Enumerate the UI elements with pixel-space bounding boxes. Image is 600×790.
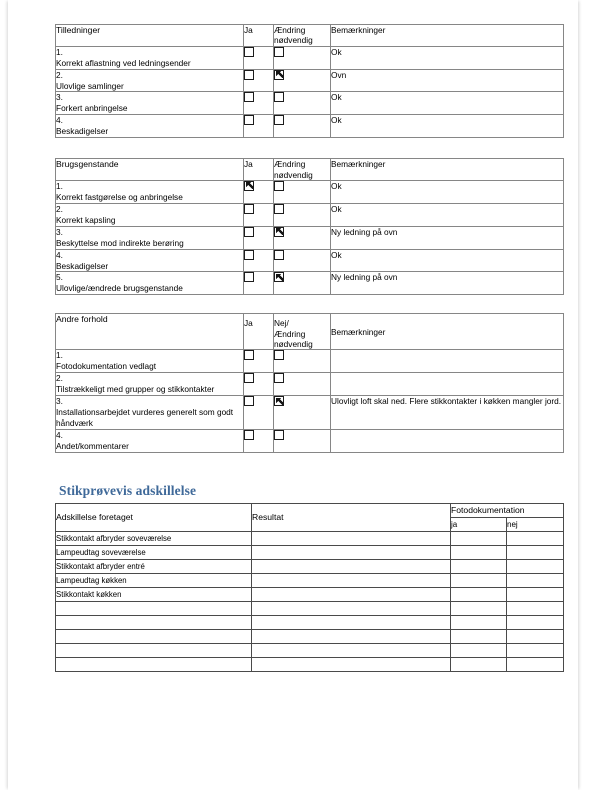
item-label: Installationsarbejdet vurderes generelt som godt håndværk — [56, 407, 234, 429]
photo-yes-cell[interactable] — [451, 573, 507, 587]
remark-cell[interactable]: Ny ledning på ovn — [331, 226, 564, 249]
column-header-photo-documentation: Fotodokumentation — [451, 503, 564, 517]
remark-cell[interactable]: Ny ledning på ovn — [331, 272, 564, 295]
item-number: 2. — [56, 373, 63, 384]
result-cell[interactable] — [252, 657, 451, 671]
checklist-table-andre-forhold — [55, 313, 564, 453]
checkbox-ja[interactable] — [244, 70, 254, 80]
column-header-photo-no: nej — [507, 517, 564, 531]
checkbox-cell-change[interactable] — [274, 180, 331, 203]
item-cell — [56, 226, 244, 249]
table-row — [56, 545, 564, 559]
checkbox-change[interactable] — [274, 70, 284, 80]
checkbox-ja[interactable] — [244, 204, 254, 214]
checkbox-cell-change[interactable] — [274, 350, 331, 373]
change-needed-line1: Ændring — [274, 159, 306, 170]
checkbox-ja[interactable] — [244, 250, 254, 260]
checkbox-change[interactable] — [274, 204, 284, 214]
change-needed-line2: nødvendig — [274, 169, 313, 180]
column-header-ja: Ja — [244, 159, 274, 181]
item-cell — [56, 46, 244, 69]
table-row — [56, 396, 564, 430]
action-cell[interactable]: Lampeudtag soveværelse — [56, 545, 252, 559]
column-header-change-needed — [274, 314, 331, 350]
item-cell — [56, 272, 244, 295]
checkbox-change[interactable] — [274, 92, 284, 102]
result-cell[interactable] — [252, 531, 451, 545]
item-cell — [56, 69, 244, 92]
checkbox-ja[interactable] — [244, 430, 254, 440]
checkbox-cell-change[interactable] — [274, 373, 331, 396]
item-cell — [56, 115, 244, 138]
sample-header-row — [56, 503, 564, 517]
item-cell — [56, 249, 244, 272]
table-row — [56, 350, 564, 373]
result-cell[interactable] — [252, 545, 451, 559]
item-label: Ulovlige samlinger — [56, 80, 124, 91]
action-cell[interactable]: Stikkontakt køkken — [56, 587, 252, 601]
photo-yes-cell[interactable] — [451, 559, 507, 573]
action-cell[interactable] — [56, 629, 252, 643]
checkbox-ja[interactable] — [244, 227, 254, 237]
item-label: Korrekt fastgørelse og anbringelse — [56, 191, 183, 202]
item-label: Beskadigelser — [56, 260, 109, 271]
remark-cell[interactable]: Ok — [331, 180, 564, 203]
item-number: 3. — [56, 92, 63, 103]
table-row — [56, 629, 564, 643]
action-cell[interactable] — [56, 615, 252, 629]
photo-yes-cell[interactable] — [451, 601, 507, 615]
change-needed-line1: Ændring — [274, 25, 306, 35]
table-spacer — [55, 138, 563, 158]
item-cell — [56, 429, 244, 452]
table-row — [56, 203, 564, 226]
table-row — [56, 587, 564, 601]
checkbox-change[interactable] — [274, 350, 284, 360]
remark-cell[interactable]: Ovn — [331, 69, 564, 92]
photo-no-cell[interactable] — [507, 657, 564, 671]
checkbox-change[interactable] — [274, 115, 284, 125]
checkbox-change[interactable] — [274, 373, 284, 383]
checkbox-ja[interactable] — [244, 272, 254, 282]
photo-no-cell[interactable] — [507, 629, 564, 643]
table-row — [56, 92, 564, 115]
photo-yes-cell[interactable] — [451, 657, 507, 671]
table-row — [56, 69, 564, 92]
checkbox-cell-change[interactable] — [274, 115, 331, 138]
checkbox-ja[interactable] — [244, 47, 254, 57]
photo-yes-cell[interactable] — [451, 587, 507, 601]
photo-no-cell[interactable] — [507, 531, 564, 545]
photo-no-cell[interactable] — [507, 545, 564, 559]
item-label: Tilstrækkeligt med grupper og stikkontakter — [56, 384, 215, 395]
result-cell[interactable] — [252, 601, 451, 615]
item-number: 3. — [56, 226, 63, 237]
change-needed-line0: Nej/ — [274, 318, 289, 329]
remark-cell[interactable]: Ok — [331, 92, 564, 115]
checkbox-ja[interactable] — [244, 115, 254, 125]
checkbox-cell-change[interactable] — [274, 226, 331, 249]
page-title: Stikprøvevis adskillelse — [59, 482, 197, 498]
item-label: Korrekt kapsling — [56, 214, 116, 225]
item-label: Andet/kommentarer — [56, 440, 129, 451]
item-number: 4. — [56, 249, 63, 260]
column-header-ja: Ja — [244, 314, 274, 350]
item-number: 2. — [56, 203, 63, 214]
photo-yes-cell[interactable] — [451, 643, 507, 657]
table-header-row — [56, 25, 564, 47]
item-number: 1. — [56, 46, 63, 57]
item-cell — [56, 180, 244, 203]
photo-no-cell[interactable] — [507, 601, 564, 615]
photo-no-cell[interactable] — [507, 573, 564, 587]
result-cell[interactable] — [252, 559, 451, 573]
table-row — [56, 249, 564, 272]
result-cell[interactable] — [252, 643, 451, 657]
column-header-photo-yes: ja — [451, 517, 507, 531]
result-cell[interactable] — [252, 629, 451, 643]
result-cell[interactable] — [252, 587, 451, 601]
result-cell[interactable] — [252, 615, 451, 629]
checkbox-ja[interactable] — [244, 181, 254, 191]
table-row — [56, 657, 564, 671]
table-header-row — [56, 314, 564, 350]
remark-cell[interactable]: Ok — [331, 203, 564, 226]
item-label: Ulovlige/ændrede brugsgenstande — [56, 283, 183, 294]
photo-no-cell[interactable] — [507, 643, 564, 657]
checkbox-change[interactable] — [274, 250, 284, 260]
item-cell — [56, 350, 244, 373]
item-number: 4. — [56, 115, 63, 126]
column-header-change-needed — [274, 159, 331, 181]
column-header-remarks: Bemærkninger — [331, 25, 564, 47]
table-row — [56, 559, 564, 573]
action-cell[interactable]: Stikkontakt afbryder soveværelse — [56, 531, 252, 545]
remark-cell[interactable] — [331, 429, 564, 452]
table-row — [56, 226, 564, 249]
column-header-remarks: Bemærkninger — [331, 159, 564, 181]
checklist-table-brugsgenstande — [55, 158, 564, 295]
table-row — [56, 115, 564, 138]
column-header-ja: Ja — [244, 25, 274, 47]
checkbox-cell-change[interactable] — [274, 396, 331, 430]
checkbox-cell-change[interactable] — [274, 46, 331, 69]
item-number: 5. — [56, 272, 63, 283]
table-row — [56, 531, 564, 545]
photo-yes-cell[interactable] — [451, 545, 507, 559]
item-cell — [56, 373, 244, 396]
item-number: 1. — [56, 180, 63, 191]
table-spacer — [55, 295, 563, 313]
checkbox-ja[interactable] — [244, 396, 254, 406]
checkbox-cell-change[interactable] — [274, 203, 331, 226]
checkbox-ja[interactable] — [244, 373, 254, 383]
checkbox-change[interactable] — [274, 181, 284, 191]
table-title: Andre forhold — [56, 314, 244, 350]
table-row — [56, 615, 564, 629]
photo-no-cell[interactable] — [507, 559, 564, 573]
checkbox-change[interactable] — [274, 396, 284, 406]
item-number: 2. — [56, 69, 63, 80]
document-page — [8, 0, 578, 790]
table-row — [56, 429, 564, 452]
section-spacer — [55, 453, 563, 483]
table-row — [56, 46, 564, 69]
change-needed-line2: nødvendig — [274, 339, 313, 350]
column-header-change-needed — [274, 25, 331, 47]
item-number: 4. — [56, 429, 63, 440]
item-number: 3. — [56, 396, 63, 407]
checkbox-cell-change[interactable] — [274, 249, 331, 272]
action-cell[interactable] — [56, 643, 252, 657]
photo-yes-cell[interactable] — [451, 615, 507, 629]
table-row — [56, 601, 564, 615]
document-content — [55, 0, 563, 672]
table-title: Brugsgenstande — [56, 159, 244, 181]
table-row — [56, 573, 564, 587]
checkbox-cell-change[interactable] — [274, 92, 331, 115]
remark-cell[interactable]: Ok — [331, 249, 564, 272]
checkbox-cell-change[interactable] — [274, 429, 331, 452]
remark-cell[interactable]: Ok — [331, 115, 564, 138]
table-row — [56, 272, 564, 295]
item-cell — [56, 203, 244, 226]
item-label: Fotodokumentation vedlagt — [56, 361, 157, 372]
remark-cell[interactable] — [331, 373, 564, 396]
checkbox-cell-change[interactable] — [274, 272, 331, 295]
table-title: Tilledninger — [56, 25, 244, 47]
item-label: Forkert anbringelse — [56, 103, 128, 114]
remark-cell[interactable] — [331, 350, 564, 373]
item-number: 1. — [56, 350, 63, 361]
photo-yes-cell[interactable] — [451, 531, 507, 545]
checkbox-change[interactable] — [274, 47, 284, 57]
action-cell[interactable] — [56, 657, 252, 671]
photo-yes-cell[interactable] — [451, 629, 507, 643]
checkbox-cell-change[interactable] — [274, 69, 331, 92]
item-label: Korrekt aflastning ved ledningsender — [56, 57, 191, 68]
checkbox-ja[interactable] — [244, 350, 254, 360]
item-cell — [56, 396, 244, 430]
table-header-row — [56, 159, 564, 181]
checkbox-ja[interactable] — [244, 92, 254, 102]
checkbox-change[interactable] — [274, 272, 284, 282]
remark-cell[interactable]: Ulovligt loft skal ned. Flere stikkontakter i køkken mangler jord. — [331, 396, 564, 430]
action-cell[interactable] — [56, 601, 252, 615]
action-cell[interactable]: Stikkontakt afbryder entré — [56, 559, 252, 573]
remark-cell[interactable]: Ok — [331, 46, 564, 69]
item-label: Beskyttelse mod indirekte berøring — [56, 237, 184, 248]
item-label: Beskadigelser — [56, 126, 109, 137]
checkbox-change[interactable] — [274, 430, 284, 440]
checkbox-change[interactable] — [274, 227, 284, 237]
item-cell — [56, 92, 244, 115]
top-spacer — [55, 0, 563, 24]
checklist-table-tilledninger — [55, 24, 564, 138]
change-needed-line2: nødvendig — [274, 35, 313, 46]
column-header-remarks: Bemærkninger — [331, 314, 564, 350]
result-cell[interactable] — [252, 573, 451, 587]
column-header-result: Resultat — [252, 503, 451, 531]
photo-no-cell[interactable] — [507, 615, 564, 629]
table-row — [56, 180, 564, 203]
photo-no-cell[interactable] — [507, 587, 564, 601]
table-row — [56, 643, 564, 657]
column-header-action: Adskillelse foretaget — [56, 503, 252, 531]
action-cell[interactable]: Lampeudtag køkken — [56, 573, 252, 587]
change-needed-line1: Ændring — [274, 328, 306, 339]
sample-separation-table — [55, 503, 564, 672]
table-row — [56, 373, 564, 396]
